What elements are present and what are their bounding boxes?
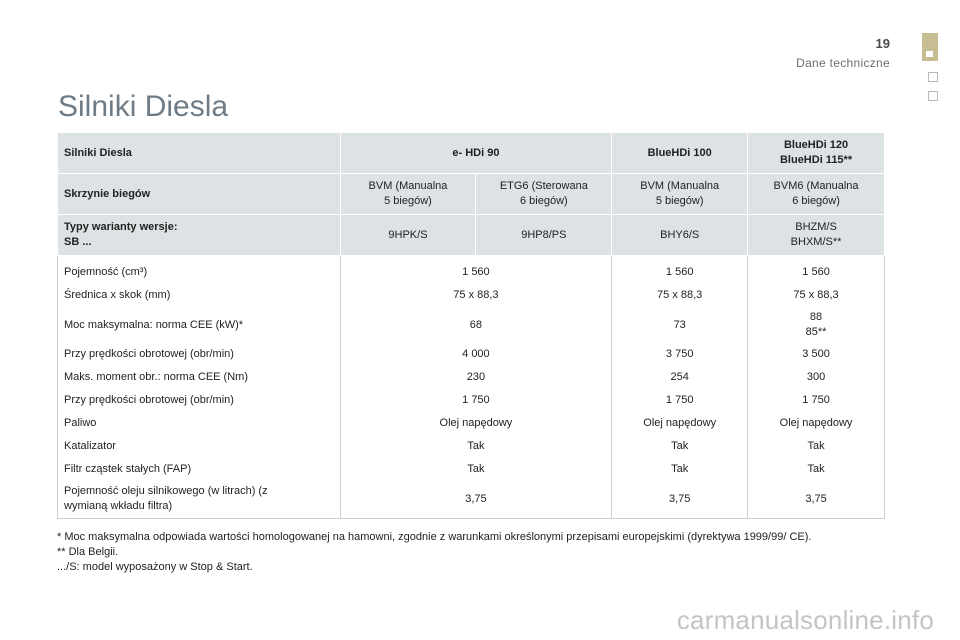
header-cell: 9HP8/PS bbox=[476, 215, 612, 256]
header-cell: BVM (Manualna 5 biegów) bbox=[612, 174, 748, 215]
table-cell: Olej napędowy bbox=[612, 412, 748, 435]
row-label: Filtr cząstek stałych (FAP) bbox=[58, 458, 341, 481]
table-cell: 1 750 bbox=[748, 389, 885, 412]
row-label: Średnica x skok (mm) bbox=[58, 284, 341, 307]
row-label: Moc maksymalna: norma CEE (kW)* bbox=[58, 307, 341, 343]
row-label: Przy prędkości obrotowej (obr/min) bbox=[58, 389, 341, 412]
table-cell: Tak bbox=[748, 435, 885, 458]
row-label: Pojemność (cm³) bbox=[58, 256, 341, 285]
row-label: Pojemność oleju silnikowego (w litrach) (z wymianą wkładu filtra) bbox=[58, 481, 341, 519]
table-row bbox=[58, 307, 885, 343]
table-cell: 1 560 bbox=[748, 256, 885, 285]
row-label: Katalizator bbox=[58, 435, 341, 458]
row-label: Maks. moment obr.: norma CEE (Nm) bbox=[58, 366, 341, 389]
table-cell: 254 bbox=[612, 366, 748, 389]
gearbox-row bbox=[58, 174, 885, 215]
section-tab bbox=[928, 72, 938, 82]
header-cell: BVM (Manualna 5 biegów) bbox=[340, 174, 476, 215]
variants-row bbox=[58, 215, 885, 256]
table-cell: 1 750 bbox=[340, 389, 612, 412]
header-cell: BHZM/S BHXM/S** bbox=[748, 215, 885, 256]
diesel-engines-table bbox=[57, 132, 885, 519]
page-number: 19 bbox=[875, 36, 890, 51]
table-cell: 3 500 bbox=[748, 343, 885, 366]
table-cell: Tak bbox=[612, 458, 748, 481]
footnote: * Moc maksymalna odpowiada wartości homologowanej na hamowni, zgodnie z warunkami określonymi przepisami europejskimi (dyrektywa 1999/99/ CE). bbox=[57, 531, 812, 543]
header-cell: Skrzynie biegów bbox=[58, 174, 341, 215]
table-cell: Tak bbox=[748, 458, 885, 481]
footnote: ** Dla Belgii. bbox=[57, 546, 119, 558]
table-cell: Tak bbox=[340, 435, 612, 458]
table-cell: 68 bbox=[340, 307, 612, 343]
table-cell: 1 750 bbox=[612, 389, 748, 412]
table-cell: 3 750 bbox=[612, 343, 748, 366]
table-cell: 4 000 bbox=[340, 343, 612, 366]
header-cell: 9HPK/S bbox=[340, 215, 476, 256]
table-cell: 3,75 bbox=[612, 481, 748, 519]
table-row bbox=[58, 343, 885, 366]
table-cell: 300 bbox=[748, 366, 885, 389]
header-cell: Silniki Diesla bbox=[58, 133, 341, 174]
table-cell: Tak bbox=[340, 458, 612, 481]
header-cell: ETG6 (Sterowana 6 biegów) bbox=[476, 174, 612, 215]
table-row bbox=[58, 366, 885, 389]
table-cell: Olej napędowy bbox=[748, 412, 885, 435]
table-row bbox=[58, 435, 885, 458]
row-label: Przy prędkości obrotowej (obr/min) bbox=[58, 343, 341, 366]
table-cell: 1 560 bbox=[612, 256, 748, 285]
table-row bbox=[58, 284, 885, 307]
header-cell: BHY6/S bbox=[612, 215, 748, 256]
section-tab bbox=[928, 91, 938, 101]
section-name: Dane techniczne bbox=[796, 56, 890, 70]
header-cell: Typy warianty wersje: SB ... bbox=[58, 215, 341, 256]
table-cell: 73 bbox=[612, 307, 748, 343]
table-cell: 1 560 bbox=[340, 256, 612, 285]
table-header-row bbox=[58, 133, 885, 174]
header-cell: BlueHDi 120 BlueHDi 115** bbox=[748, 133, 885, 174]
table-cell: 75 x 88,3 bbox=[340, 284, 612, 307]
watermark-text: carmanualsonline.info bbox=[676, 605, 934, 635]
page-title: Silniki Diesla bbox=[58, 90, 229, 123]
header-cell: e- HDi 90 bbox=[340, 133, 612, 174]
table-cell: 230 bbox=[340, 366, 612, 389]
footnotes bbox=[57, 530, 887, 575]
table-row bbox=[58, 412, 885, 435]
table-cell: 3,75 bbox=[340, 481, 612, 519]
table-row bbox=[58, 458, 885, 481]
header-cell: BlueHDi 100 bbox=[612, 133, 748, 174]
table-cell: Olej napędowy bbox=[340, 412, 612, 435]
table-cell: 3,75 bbox=[748, 481, 885, 519]
header-cell: BVM6 (Manualna 6 biegów) bbox=[748, 174, 885, 215]
row-label: Paliwo bbox=[58, 412, 341, 435]
table-row bbox=[58, 389, 885, 412]
table-cell: Tak bbox=[612, 435, 748, 458]
footnote: .../S: model wyposażony w Stop & Start. bbox=[57, 561, 253, 573]
table-row bbox=[58, 481, 885, 519]
table-row bbox=[58, 256, 885, 285]
section-tab-active bbox=[922, 33, 938, 61]
table-cell: 88 85** bbox=[748, 307, 885, 343]
table-cell: 75 x 88,3 bbox=[612, 284, 748, 307]
table-cell: 75 x 88,3 bbox=[748, 284, 885, 307]
